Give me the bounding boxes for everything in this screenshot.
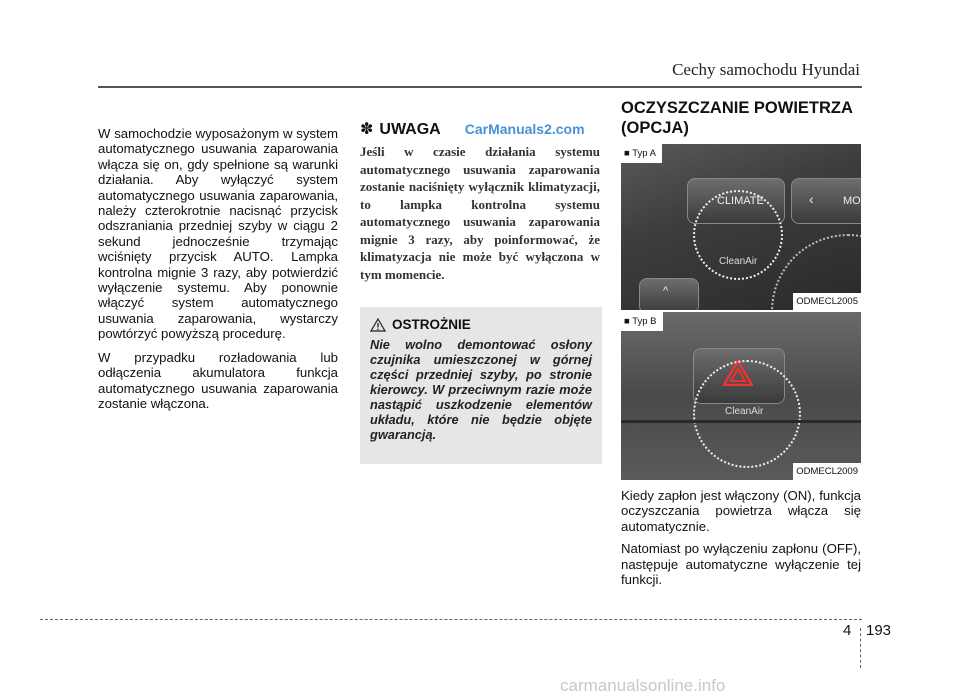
watermark-link[interactable]: CarManuals2.com bbox=[464, 121, 585, 137]
panel-edge bbox=[621, 420, 861, 423]
mode-label: MO bbox=[843, 195, 861, 207]
climate-label: CLIMATE bbox=[717, 195, 764, 207]
cleanair-label: CleanAir bbox=[725, 406, 764, 417]
footer-divider bbox=[860, 628, 861, 668]
section-body bbox=[621, 488, 861, 587]
note-body: Jeśli w czasie działania systemu automatycznego usuwania zaparowania zostanie naciśnięty wyłącznik klimatyzacji, to lampka kontrolna systemu automatycznego usuwania zaparowania mignie 3 razy, aby poinformować, że klimatyzacja nie może być wyłączona w tym momencie. bbox=[360, 144, 600, 282]
chevron-left-icon: ‹ bbox=[809, 191, 814, 207]
paragraph: W samochodzie wyposażonym w system automatycznego usuwania zaparowania włącza się on, gdy spełnione są warunki działania. Aby wyłączyć system automatycznego usuwania zaparowania, należy czterokrotnie nacisnąć przycisk odszraniania przedniej szyby w ciągu 2 sekund jednocześnie trzymając wciśnięty przycisk AUTO. Lampka kontrolna mignie 3 razy, aby potwierdzić wyłączenie systemu. Aby ponownie włączyć system automatycznego usuwania zaparowania, wystarczy powtórzyć powyższą procedurę. bbox=[98, 126, 338, 342]
header-title: Cechy samochodu Hyundai bbox=[672, 60, 860, 79]
chevron-up-icon: ^ bbox=[663, 285, 669, 297]
asterisk-icon: ✽ bbox=[360, 121, 374, 138]
header-rule bbox=[98, 86, 862, 88]
note-title: UWAGA bbox=[379, 121, 441, 138]
footer-watermark[interactable]: carmanualsonline.info bbox=[560, 676, 726, 695]
warning-icon bbox=[370, 318, 386, 332]
chapter-number: 4 bbox=[843, 622, 852, 639]
cleanair-label: CleanAir bbox=[719, 256, 758, 267]
footer-rule bbox=[40, 619, 862, 620]
column-left bbox=[98, 126, 338, 419]
paragraph: Natomiast po wyłączeniu zapłonu (OFF), następuje automatyczne wyłączenie tej funkcji. bbox=[621, 541, 861, 588]
arrow-button bbox=[639, 278, 699, 310]
caution-box bbox=[360, 307, 602, 463]
column-right bbox=[621, 98, 861, 594]
note-heading bbox=[360, 122, 600, 137]
figure-tag: ■ Typ B bbox=[621, 312, 663, 331]
paragraph: Kiedy zapłon jest włączony (ON), funkcja oczyszczania powietrza włącza się automatycznie. bbox=[621, 488, 861, 534]
page-number: 193 bbox=[866, 622, 892, 639]
caution-title: OSTROŻNIE bbox=[392, 317, 471, 333]
column-middle bbox=[360, 122, 600, 464]
section-title: OCZYSZCZANIE POWIETRZA (OPCJA) bbox=[621, 99, 853, 137]
caution-body: Nie wolno demontować osłony czujnika umieszczonej w górnej części przedniej szyby, po stronie kierowcy. W przeciwnym razie może nastąpić uszkodzenie elementów układu, które nie będzie objęte gwarancją. bbox=[370, 336, 592, 442]
paragraph: W przypadku rozładowania lub odłączenia akumulatora funkcja automatycznego usuwania zaparowania zostanie włączona. bbox=[98, 349, 338, 411]
caution-heading bbox=[370, 317, 592, 332]
figure-code: ODMECL2009 bbox=[793, 463, 861, 480]
figure-code: ODMECL2005 bbox=[793, 293, 861, 310]
figure-type-a bbox=[621, 144, 861, 310]
figure-tag: ■ Typ A bbox=[621, 144, 662, 163]
figure-type-b bbox=[621, 312, 861, 480]
